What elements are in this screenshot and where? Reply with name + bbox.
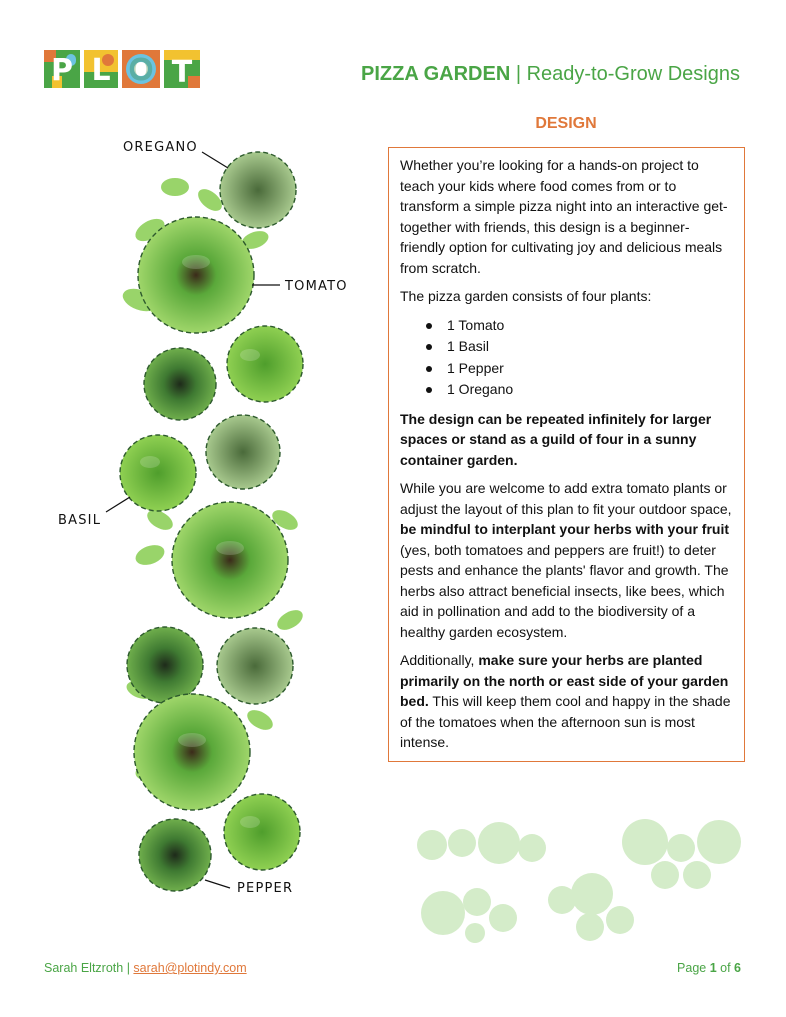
oregano-label: OREGANO (123, 140, 198, 155)
logo-letter-p (44, 50, 80, 88)
placement-text-a: Additionally, (400, 652, 479, 668)
plants-intro: The pizza garden consists of four plants: (400, 288, 652, 304)
tomato-label: TOMATO (285, 279, 348, 294)
plant-list-item: 1 Pepper (447, 358, 733, 380)
page-current: 1 (709, 961, 717, 975)
plot-logo (44, 50, 200, 88)
pepper-plant-3 (139, 819, 211, 891)
logo-letter-o (122, 50, 160, 88)
placement-paragraph (400, 650, 733, 753)
basil-label: BASIL (58, 513, 102, 528)
oregano-leader-line (202, 152, 228, 168)
interplant-text-a: While you are welcome to add extra tomato plants or adjust the layout of this plan to fit your outdoor space, (400, 480, 732, 517)
tomato-plant-1 (138, 217, 254, 333)
page-total: 6 (734, 961, 741, 975)
document-title (361, 63, 740, 86)
logo-letter-t (164, 50, 200, 88)
basil-plant-1 (227, 326, 303, 402)
interplant-text-c: (yes, both tomatoes and peppers are fruit!) to deter pests and enhance the plants' flavor and growth. The herbs also attract beneficial insects, like bees, which aid in pollination and add to the biodiversity of a healthy garden ecosystem. (400, 541, 729, 640)
author-name: Sarah Eltzroth (44, 961, 124, 975)
svg-text:O: O (128, 53, 154, 88)
oregano-plant-3 (217, 628, 293, 704)
plant-list (400, 315, 733, 401)
design-description-box (388, 147, 745, 762)
author-email-link[interactable]: sarah@plotindy.com (133, 961, 247, 975)
author-separator: | (123, 961, 134, 975)
svg-text:P: P (51, 53, 73, 88)
svg-text:L: L (91, 53, 111, 88)
pepper-label: PEPPER (237, 881, 294, 896)
repeat-note-text: The design can be repeated infinitely for larger spaces or stand as a guild of four in a sunny container garden. (400, 410, 712, 468)
interplant-paragraph (400, 478, 733, 642)
logo-letter-l (84, 50, 118, 88)
pepper-leader-line (205, 880, 230, 888)
svg-text:T: T (171, 55, 193, 88)
decorative-bubbles (410, 815, 750, 945)
garden-layout-illustration (50, 130, 370, 920)
intro-paragraph: Whether you’re looking for a hands-on project to teach your kids where food comes from or to transform a simple pizza night into an interactive get-together with friends, this design is a beginner-friendly option for cultivating joy and delicious meals from scratch. (400, 157, 728, 276)
basil-plant-2 (120, 435, 196, 511)
title-strong: PIZZA GARDEN (361, 63, 511, 85)
footer-author (44, 961, 247, 975)
oregano-plant-2 (206, 415, 280, 489)
tomato-plant-3 (134, 694, 250, 810)
page-of: of (716, 961, 735, 975)
pepper-plant-2 (127, 627, 203, 703)
plant-list-item: 1 Basil (447, 336, 733, 358)
title-subtitle: Ready-to-Grow Designs (526, 63, 740, 85)
page-label: Page (677, 961, 710, 975)
pepper-plant-1 (144, 348, 216, 420)
section-heading: DESIGN (535, 115, 597, 132)
page-number (677, 961, 741, 975)
placement-text-bold: make sure your herbs are planted primarily on the north or east side of your garden bed. (400, 652, 729, 709)
tomato-plant-2 (172, 502, 288, 618)
basil-leader-line (106, 497, 130, 512)
interplant-text-bold: be mindful to interplant your herbs with your fruit (400, 521, 729, 537)
title-separator: | (510, 63, 527, 85)
repeat-note (400, 409, 733, 471)
plant-list-item: 1 Oregano (447, 379, 733, 401)
basil-plant-3 (224, 794, 300, 870)
oregano-plant-1 (220, 152, 296, 228)
plant-list-item: 1 Tomato (447, 315, 733, 337)
placement-text-c: This will keep them cool and happy in the shade of the tomatoes when the afternoon sun is most intense. (400, 693, 731, 750)
